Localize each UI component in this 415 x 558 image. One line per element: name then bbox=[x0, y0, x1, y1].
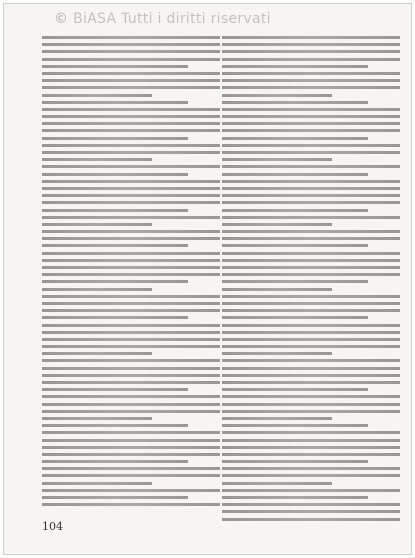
text-line bbox=[42, 424, 188, 427]
text-line bbox=[222, 496, 368, 499]
text-line bbox=[222, 201, 400, 204]
text-line bbox=[222, 374, 400, 377]
text-line bbox=[42, 58, 220, 61]
text-line bbox=[222, 474, 400, 477]
text-line bbox=[222, 273, 400, 276]
text-line bbox=[222, 518, 400, 521]
text-line bbox=[42, 345, 220, 348]
text-line bbox=[222, 453, 400, 456]
text-line bbox=[222, 244, 368, 247]
text-line bbox=[42, 209, 188, 212]
text-line bbox=[222, 252, 400, 255]
text-line bbox=[42, 187, 220, 190]
text-line bbox=[42, 94, 152, 97]
text-line bbox=[222, 482, 332, 485]
text-line bbox=[42, 352, 152, 355]
text-line bbox=[42, 359, 220, 362]
text-line bbox=[42, 223, 152, 226]
text-line bbox=[42, 316, 188, 319]
text-line bbox=[222, 43, 400, 46]
text-line bbox=[222, 115, 400, 118]
text-line bbox=[222, 259, 400, 262]
text-line bbox=[222, 237, 400, 240]
text-line bbox=[42, 467, 220, 470]
text-line bbox=[222, 331, 400, 334]
text-line bbox=[222, 209, 368, 212]
watermark bbox=[54, 11, 271, 27]
text-line bbox=[42, 367, 220, 370]
text-line bbox=[222, 424, 368, 427]
text-line bbox=[42, 431, 220, 434]
text-line bbox=[222, 403, 400, 406]
text-line bbox=[222, 165, 400, 168]
text-line bbox=[222, 72, 400, 75]
text-line bbox=[42, 65, 188, 68]
text-line bbox=[42, 216, 220, 219]
text-line bbox=[42, 173, 188, 176]
text-line bbox=[222, 223, 332, 226]
text-line bbox=[222, 137, 368, 140]
text-line bbox=[42, 374, 220, 377]
text-line bbox=[42, 180, 220, 183]
text-line bbox=[222, 288, 332, 291]
text-line bbox=[222, 395, 400, 398]
text-line bbox=[42, 244, 188, 247]
text-line bbox=[222, 50, 400, 53]
text-line bbox=[42, 230, 220, 233]
text-line bbox=[42, 324, 220, 327]
text-line bbox=[42, 201, 220, 204]
text-line bbox=[42, 237, 220, 240]
text-line bbox=[222, 510, 400, 513]
text-line bbox=[42, 194, 220, 197]
text-line bbox=[42, 460, 188, 463]
text-line bbox=[222, 417, 332, 420]
text-line bbox=[42, 410, 220, 413]
text-line bbox=[42, 101, 188, 104]
text-line bbox=[222, 266, 400, 269]
text-line bbox=[42, 482, 152, 485]
text-line bbox=[42, 295, 220, 298]
text-line bbox=[42, 503, 220, 506]
text-line bbox=[42, 252, 220, 255]
text-line bbox=[42, 158, 152, 161]
text-line bbox=[222, 187, 400, 190]
text-line bbox=[222, 460, 368, 463]
text-line bbox=[222, 302, 400, 305]
text-line bbox=[222, 410, 400, 413]
text-line bbox=[42, 79, 220, 82]
text-line bbox=[222, 381, 400, 384]
text-line bbox=[42, 453, 220, 456]
text-line bbox=[222, 173, 368, 176]
text-line bbox=[222, 352, 332, 355]
text-line bbox=[222, 431, 400, 434]
scanned-sheet bbox=[3, 3, 412, 555]
text-line bbox=[222, 367, 400, 370]
text-line bbox=[222, 180, 400, 183]
text-line bbox=[42, 309, 220, 312]
text-line bbox=[222, 446, 400, 449]
text-line bbox=[222, 122, 400, 125]
text-line bbox=[222, 86, 400, 89]
text-column-right bbox=[222, 36, 400, 525]
text-line bbox=[42, 388, 188, 391]
text-line bbox=[222, 108, 400, 111]
text-line bbox=[42, 144, 220, 147]
text-line bbox=[42, 43, 220, 46]
text-line bbox=[222, 309, 400, 312]
text-line bbox=[222, 129, 400, 132]
text-line bbox=[222, 345, 400, 348]
text-line bbox=[42, 381, 220, 384]
text-line bbox=[222, 324, 400, 327]
text-line bbox=[222, 58, 400, 61]
text-line bbox=[222, 194, 400, 197]
text-line bbox=[42, 446, 220, 449]
text-line bbox=[42, 72, 220, 75]
text-line bbox=[42, 36, 220, 39]
text-line bbox=[222, 439, 400, 442]
text-line bbox=[222, 338, 400, 341]
text-line bbox=[42, 417, 152, 420]
text-line bbox=[222, 151, 400, 154]
text-line bbox=[42, 86, 220, 89]
text-line bbox=[42, 338, 220, 341]
text-line bbox=[42, 395, 220, 398]
text-line bbox=[222, 316, 368, 319]
text-line bbox=[222, 503, 400, 506]
text-line bbox=[42, 122, 220, 125]
text-line bbox=[42, 108, 220, 111]
watermark-text: BiASA Tutti i diritti riservati bbox=[73, 11, 271, 27]
text-line bbox=[222, 489, 400, 492]
text-line bbox=[42, 115, 220, 118]
text-line bbox=[222, 65, 368, 68]
text-line bbox=[42, 151, 220, 154]
text-line bbox=[42, 302, 220, 305]
text-line bbox=[222, 158, 332, 161]
text-line bbox=[222, 359, 400, 362]
text-line bbox=[42, 474, 220, 477]
text-line bbox=[222, 101, 368, 104]
text-line bbox=[222, 79, 400, 82]
text-line bbox=[222, 280, 368, 283]
page-number: 104 bbox=[42, 520, 63, 533]
text-line bbox=[222, 94, 332, 97]
text-line bbox=[222, 230, 400, 233]
text-line bbox=[42, 496, 188, 499]
copyright-symbol: © bbox=[54, 11, 69, 27]
text-column-left bbox=[42, 36, 220, 510]
text-line bbox=[42, 137, 188, 140]
text-line bbox=[42, 50, 220, 53]
text-line bbox=[222, 467, 400, 470]
text-line bbox=[42, 288, 152, 291]
text-line bbox=[42, 280, 188, 283]
text-line bbox=[42, 439, 220, 442]
text-line bbox=[222, 216, 400, 219]
text-line bbox=[222, 295, 400, 298]
text-line bbox=[222, 388, 368, 391]
text-line bbox=[222, 36, 400, 39]
text-line bbox=[42, 129, 220, 132]
text-line bbox=[42, 165, 220, 168]
text-line bbox=[42, 331, 220, 334]
text-line bbox=[222, 144, 400, 147]
text-line bbox=[42, 489, 220, 492]
text-line bbox=[42, 273, 220, 276]
text-line bbox=[42, 266, 220, 269]
text-line bbox=[42, 403, 220, 406]
text-line bbox=[42, 259, 220, 262]
